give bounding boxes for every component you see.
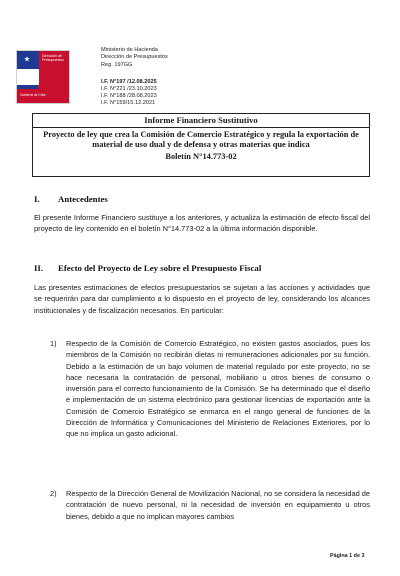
header-info	[101, 47, 168, 69]
list-item	[50, 488, 370, 528]
direction-name: Dirección de Presupuestos	[101, 54, 168, 61]
reference-list	[101, 79, 157, 107]
registry-code: Reg. 197GG	[101, 61, 133, 68]
section-title: Efecto del Proyecto de Ley sobre el Presupuesto Fiscal	[58, 263, 262, 273]
section-paragraph: Las presentes estimaciones de efectos presupuestarios se sujetan a las acciones y actividades que se requerirán para dar cumplimiento a lo dispuesto en el proyecto de ley, considerando los alcances institucionales y de fiscalización necesarios. En particular:	[34, 283, 370, 315]
reference-item: I.F. N°188 /28.08.2023	[101, 92, 157, 99]
section-number: II.	[34, 263, 44, 273]
reference-item: I.F. N°159/15.12.2021	[101, 99, 156, 106]
logo-text: Dirección de Presupuestos	[39, 51, 69, 85]
page-number: Página 1 de 3	[330, 553, 365, 559]
star-icon	[17, 51, 39, 69]
list-item-number: 1)	[50, 339, 57, 348]
section-heading	[34, 194, 364, 206]
report-type: Informe Financiero Sustitutivo	[33, 114, 369, 128]
section-number: I.	[34, 194, 40, 204]
section-title: Antecedentes	[58, 194, 108, 204]
section-paragraph: El presente Informe Financiero sustituye a los anteriores, y actualiza la estimación de efecto fiscal del proyecto de ley contenido en el boletín N°14.773-02 a la última información disponible.	[34, 213, 370, 234]
reference-item: I.F. N°221 /23.10.2023	[101, 85, 157, 92]
ministry-name: Ministerio de Hacienda	[101, 47, 158, 53]
project-title: Proyecto de ley que crea la Comisión de Comercio Estratégico y regula la exportación de material de uso dual y de defensa y otras materias que indica	[43, 130, 359, 150]
bulletin-number: Boletín N°14.773-02	[165, 152, 237, 162]
reference-item: I.F. N°197 /12.08.2025	[101, 79, 157, 85]
section-heading	[34, 263, 364, 275]
logo-subtext: Gobierno de Chile	[17, 89, 69, 103]
government-logo	[16, 50, 70, 104]
list-item-number: 2)	[50, 489, 57, 498]
list-item-text: Respecto de la Dirección General de Movilización Nacional, no se considera la necesidad de contratación de nuevo personal, ni la necesidad de inversión en equipamiento u otros bienes, debido a que no implican mayores cambios	[66, 489, 371, 521]
title-box	[32, 113, 370, 177]
list-item-text: Respecto de la Comisión de Comercio Estratégico, no existen gastos asociados, pues los miembros de la Comisión no recibirán dietas ni remuneraciones adicionales por su función. Debido a la estimación de un bajo volumen de material regulado por este proyecto, no se hace necesaria la contratación de personal, mobiliario u otros bienes de consumo o inversión para el correcto funcionamiento de la Comisión. Se ha determinado que el diseño e implementación de un sistema electrónico para gestionar licencias de exportación ante la Comisión de Comercio Estratégico se enmarca en el rango general de funciones de la Dirección de Informática y Comunicaciones del Ministerio de Relaciones Exteriores, por lo que no implica un gasto adicional.	[66, 339, 370, 439]
list-item	[50, 338, 370, 478]
